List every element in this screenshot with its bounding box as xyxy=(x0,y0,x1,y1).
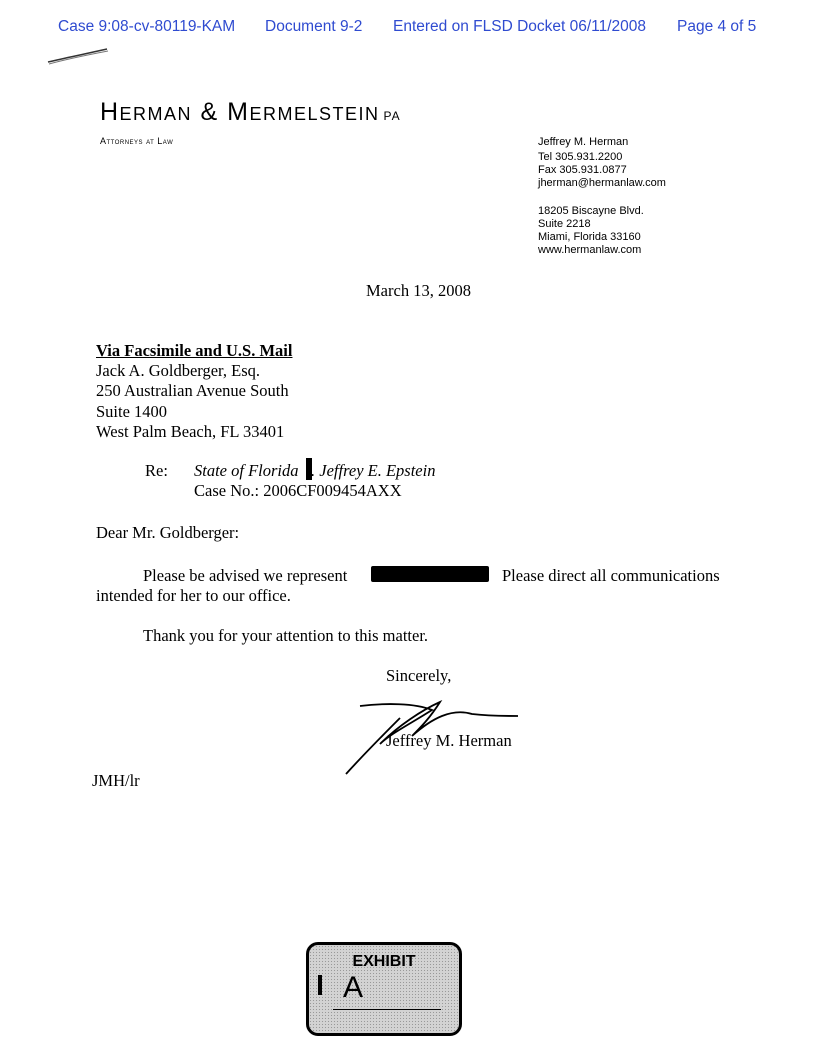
paragraph-1-end: Please direct all communications xyxy=(502,566,720,585)
page-indicator: Page 4 of 5 xyxy=(677,18,757,35)
letter-date: March 13, 2008 xyxy=(366,281,471,300)
exhibit-tab-mark xyxy=(318,975,322,995)
case-number: Case 9:08-cv-80119-KAM xyxy=(58,18,236,35)
paragraph-2: Thank you for your attention to this matter. xyxy=(143,626,429,645)
firm-name: Herman & Mermelstein PA xyxy=(100,98,401,126)
salutation: Dear Mr. Goldberger: xyxy=(96,523,240,542)
paragraph-1-start: Please be advised we represent xyxy=(143,566,348,585)
firm-subtitle: Attorneys at Law xyxy=(100,136,174,146)
exhibit-line xyxy=(333,1009,441,1010)
contact-name: Jeffrey M. Herman xyxy=(538,136,629,148)
contact-tel: Tel 305.931.2200 xyxy=(538,151,623,163)
re-label: Re: xyxy=(145,461,168,480)
document-number: Document 9-2 xyxy=(265,18,363,35)
delivery-method: Via Facsimile and U.S. Mail xyxy=(96,341,293,360)
contact-address-1: 18205 Biscayne Blvd. xyxy=(538,205,644,217)
contact-address-2: Suite 2218 xyxy=(538,218,591,230)
paragraph-1-continued: intended for her to our office. xyxy=(96,586,291,605)
recipient-city: West Palm Beach, FL 33401 xyxy=(96,422,285,441)
typist-initials: JMH/lr xyxy=(92,771,140,790)
contact-fax: Fax 305.931.0877 xyxy=(538,164,627,176)
recipient-street: 250 Australian Avenue South xyxy=(96,381,289,400)
signer-name: Jeffrey M. Herman xyxy=(386,731,512,750)
re-party-1: State of Florida xyxy=(194,461,299,480)
pen-mark xyxy=(45,46,115,68)
contact-address-3: Miami, Florida 33160 xyxy=(538,231,641,243)
exhibit-letter: A xyxy=(343,971,364,1004)
contact-email: jherman@hermanlaw.com xyxy=(538,177,666,189)
re-party-2: . Jeffrey E. Epstein xyxy=(311,461,436,480)
re-case-number: Case No.: 2006CF009454AXX xyxy=(194,481,402,500)
recipient-name: Jack A. Goldberger, Esq. xyxy=(96,361,261,380)
docket-entry: Entered on FLSD Docket 06/11/2008 xyxy=(393,18,647,35)
closing: Sincerely, xyxy=(386,666,452,685)
contact-website: www.hermanlaw.com xyxy=(538,244,642,256)
exhibit-title: EXHIBIT xyxy=(352,953,416,970)
exhibit-stamp xyxy=(306,942,462,1036)
recipient-suite: Suite 1400 xyxy=(96,402,168,421)
redaction-block xyxy=(371,566,489,582)
